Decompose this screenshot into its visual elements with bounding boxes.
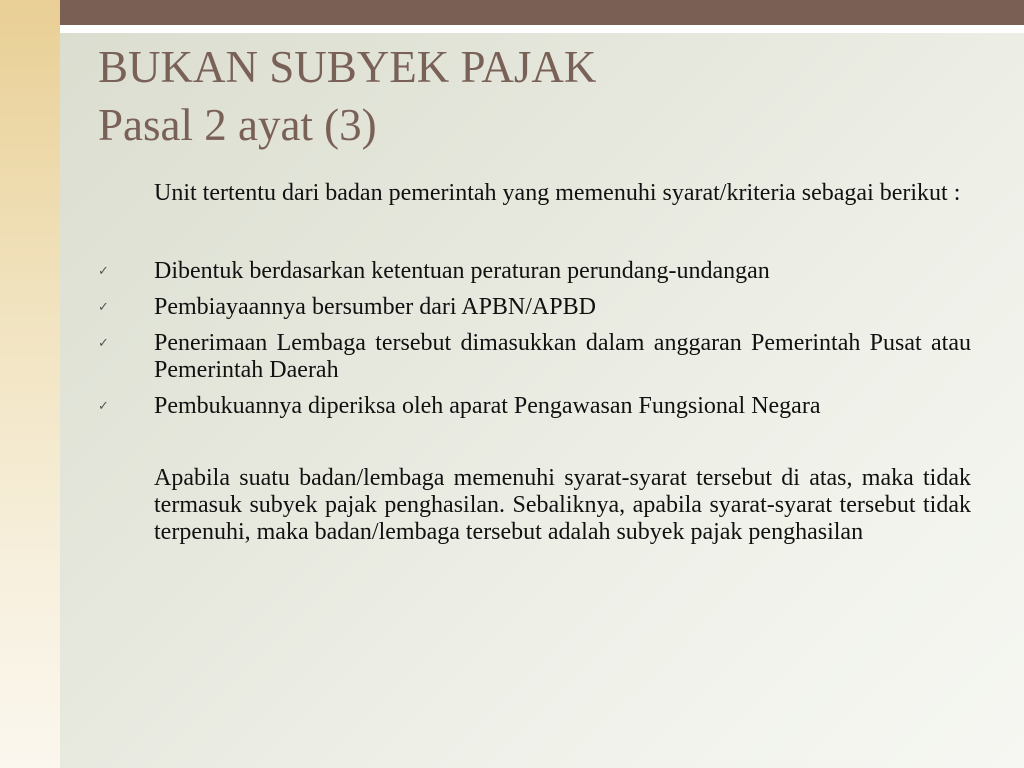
- checkmark-icon: ✓: [98, 399, 109, 414]
- checkmark-icon: ✓: [98, 300, 109, 315]
- criteria-item: [98, 330, 971, 384]
- slide-title: [98, 38, 978, 154]
- criteria-item-text: Pembukuannya diperiksa oleh aparat Pengawasan Fungsional Negara: [154, 393, 821, 419]
- checkmark-icon: ✓: [98, 336, 109, 351]
- closing-paragraph: Apabila suatu badan/lembaga memenuhi syarat-syarat tersebut di atas, maka tidak termasuk subyek pajak penghasilan. Sebaliknya, apabila syarat-syarat tersebut tidak terpenuhi, maka badan/lembaga tersebut adalah subyek pajak penghasilan: [154, 465, 971, 545]
- top-accent-bar: [60, 0, 1024, 25]
- criteria-item: [98, 294, 971, 321]
- left-accent-strip: [0, 0, 60, 768]
- slide-body: [98, 180, 971, 546]
- slide-title-line-1: BUKAN SUBYEK PAJAK: [98, 42, 597, 92]
- criteria-list: [98, 258, 971, 420]
- top-divider-line: [60, 25, 1024, 33]
- criteria-item-text: Penerimaan Lembaga tersebut dimasukkan dalam anggaran Pemerintah Pusat atau Pemerintah Daerah: [154, 330, 971, 383]
- intro-paragraph: Unit tertentu dari badan pemerintah yang memenuhi syarat/kriteria sebagai berikut :: [154, 180, 961, 206]
- checkmark-icon: ✓: [98, 264, 109, 279]
- criteria-item: [98, 393, 971, 420]
- slide-title-line-2: Pasal 2 ayat (3): [98, 100, 377, 150]
- criteria-item-text: Pembiayaannya bersumber dari APBN/APBD: [154, 294, 596, 320]
- criteria-item: [98, 258, 971, 285]
- criteria-item-text: Dibentuk berdasarkan ketentuan peraturan perundang-undangan: [154, 258, 770, 284]
